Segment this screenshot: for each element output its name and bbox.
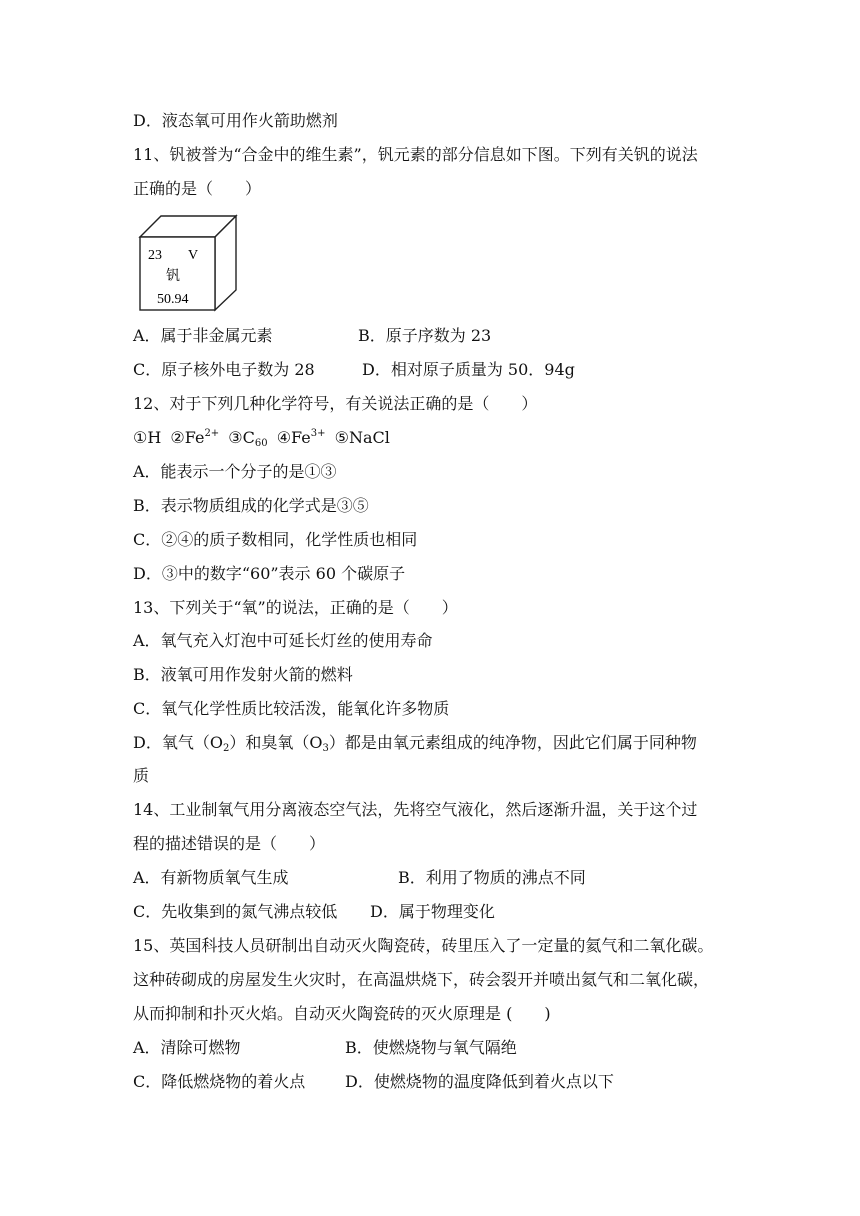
q14-option-d: D．属于物理变化: [370, 902, 495, 921]
q11-option-b: B．原子序数为 23: [358, 326, 492, 345]
element-symbol: V: [188, 248, 199, 263]
q14-stem-line-2: 程的描述错误的是（ ）: [133, 834, 326, 853]
q11-option-a: A．属于非金属元素: [133, 326, 273, 345]
q12-symbols: [133, 427, 390, 449]
symbol-5: ⑤NaCl: [334, 428, 390, 447]
q13-option-d-continued: 质: [133, 766, 150, 785]
q15-option-b: B．使燃烧物与氧气隔绝: [345, 1038, 517, 1057]
q15-stem-line-1: 15、英国科技人员研制出自动灭火陶瓷砖，砖里压入了一定量的氦气和二氧化碳。: [133, 936, 714, 955]
q12-stem: 12、对于下列几种化学符号，有关说法正确的是（ ）: [133, 394, 538, 413]
q12-option-c: C．②④的质子数相同，化学性质也相同: [133, 530, 418, 549]
q13-stem: 13、下列关于“氧”的说法，正确的是（ ）: [133, 598, 458, 617]
q15-stem-line-2: 这种砖砌成的房屋发生火灾时，在高温烘烧下，砖会裂开并喷出氦气和二氧化碳，: [133, 970, 710, 989]
atomic-mass: 50.94: [157, 292, 189, 307]
q14-option-a: A．有新物质氧气生成: [133, 868, 289, 887]
q14-option-c: C．先收集到的氮气沸点较低: [133, 902, 338, 921]
element-name: 钒: [166, 268, 180, 284]
q12-option-d: D．③中的数字“60”表示 60 个碳原子: [133, 564, 406, 583]
q14-option-b: B．利用了物质的沸点不同: [398, 868, 586, 887]
q13-option-a: A．氧气充入灯泡中可延长灯丝的使用寿命: [133, 631, 433, 650]
q15-option-a: A．清除可燃物: [133, 1038, 241, 1057]
q15-stem-line-3: 从而抑制和扑灭火焰。自动灭火陶瓷砖的灭火原理是 ( ): [133, 1004, 551, 1023]
q15-option-d: D．使燃烧物的温度降低到着火点以下: [345, 1072, 614, 1091]
q11-option-c: C．原子核外电子数为 28: [133, 360, 315, 379]
vanadium-element-tile: [138, 214, 238, 312]
q12-option-a: A．能表示一个分子的是①③: [133, 462, 337, 481]
q12-option-b: B．表示物质组成的化学式是③⑤: [133, 496, 369, 515]
q11-stem-line-2: 正确的是（ ）: [133, 179, 262, 198]
q13-option-b: B．液氧可用作发射火箭的燃料: [133, 665, 353, 684]
atomic-number: 23: [148, 248, 162, 263]
q15-option-c: C．降低燃烧物的着火点: [133, 1072, 306, 1091]
q10-option-d: D．液态氧可用作火箭助燃剂: [133, 111, 338, 130]
q11-stem-line-1: 11、钒被誉为“合金中的维生素”，钒元素的部分信息如下图。下列有关钒的说法: [133, 145, 698, 164]
symbol-3: $③C_{60}$: [228, 428, 268, 449]
q13-option-d: D．氧气$(O_2)$和臭氧$(O_3)$都是由氧元素组成的纯净物，因此它们属于同种物: [133, 733, 697, 754]
q14-stem-line-1: 14、工业制氧气用分离液态空气法，先将空气液化，然后逐渐升温，关于这个过: [133, 800, 698, 819]
symbol-1: ①H: [133, 428, 162, 447]
q13-option-c: C．氧气化学性质比较活泼，能氧化许多物质: [133, 699, 450, 718]
symbol-2: $②Fe^{2+}$: [170, 428, 220, 447]
symbol-4: $④Fe^{3+}$: [276, 428, 326, 447]
q11-option-d: D．相对原子质量为 50．94g: [362, 360, 575, 379]
